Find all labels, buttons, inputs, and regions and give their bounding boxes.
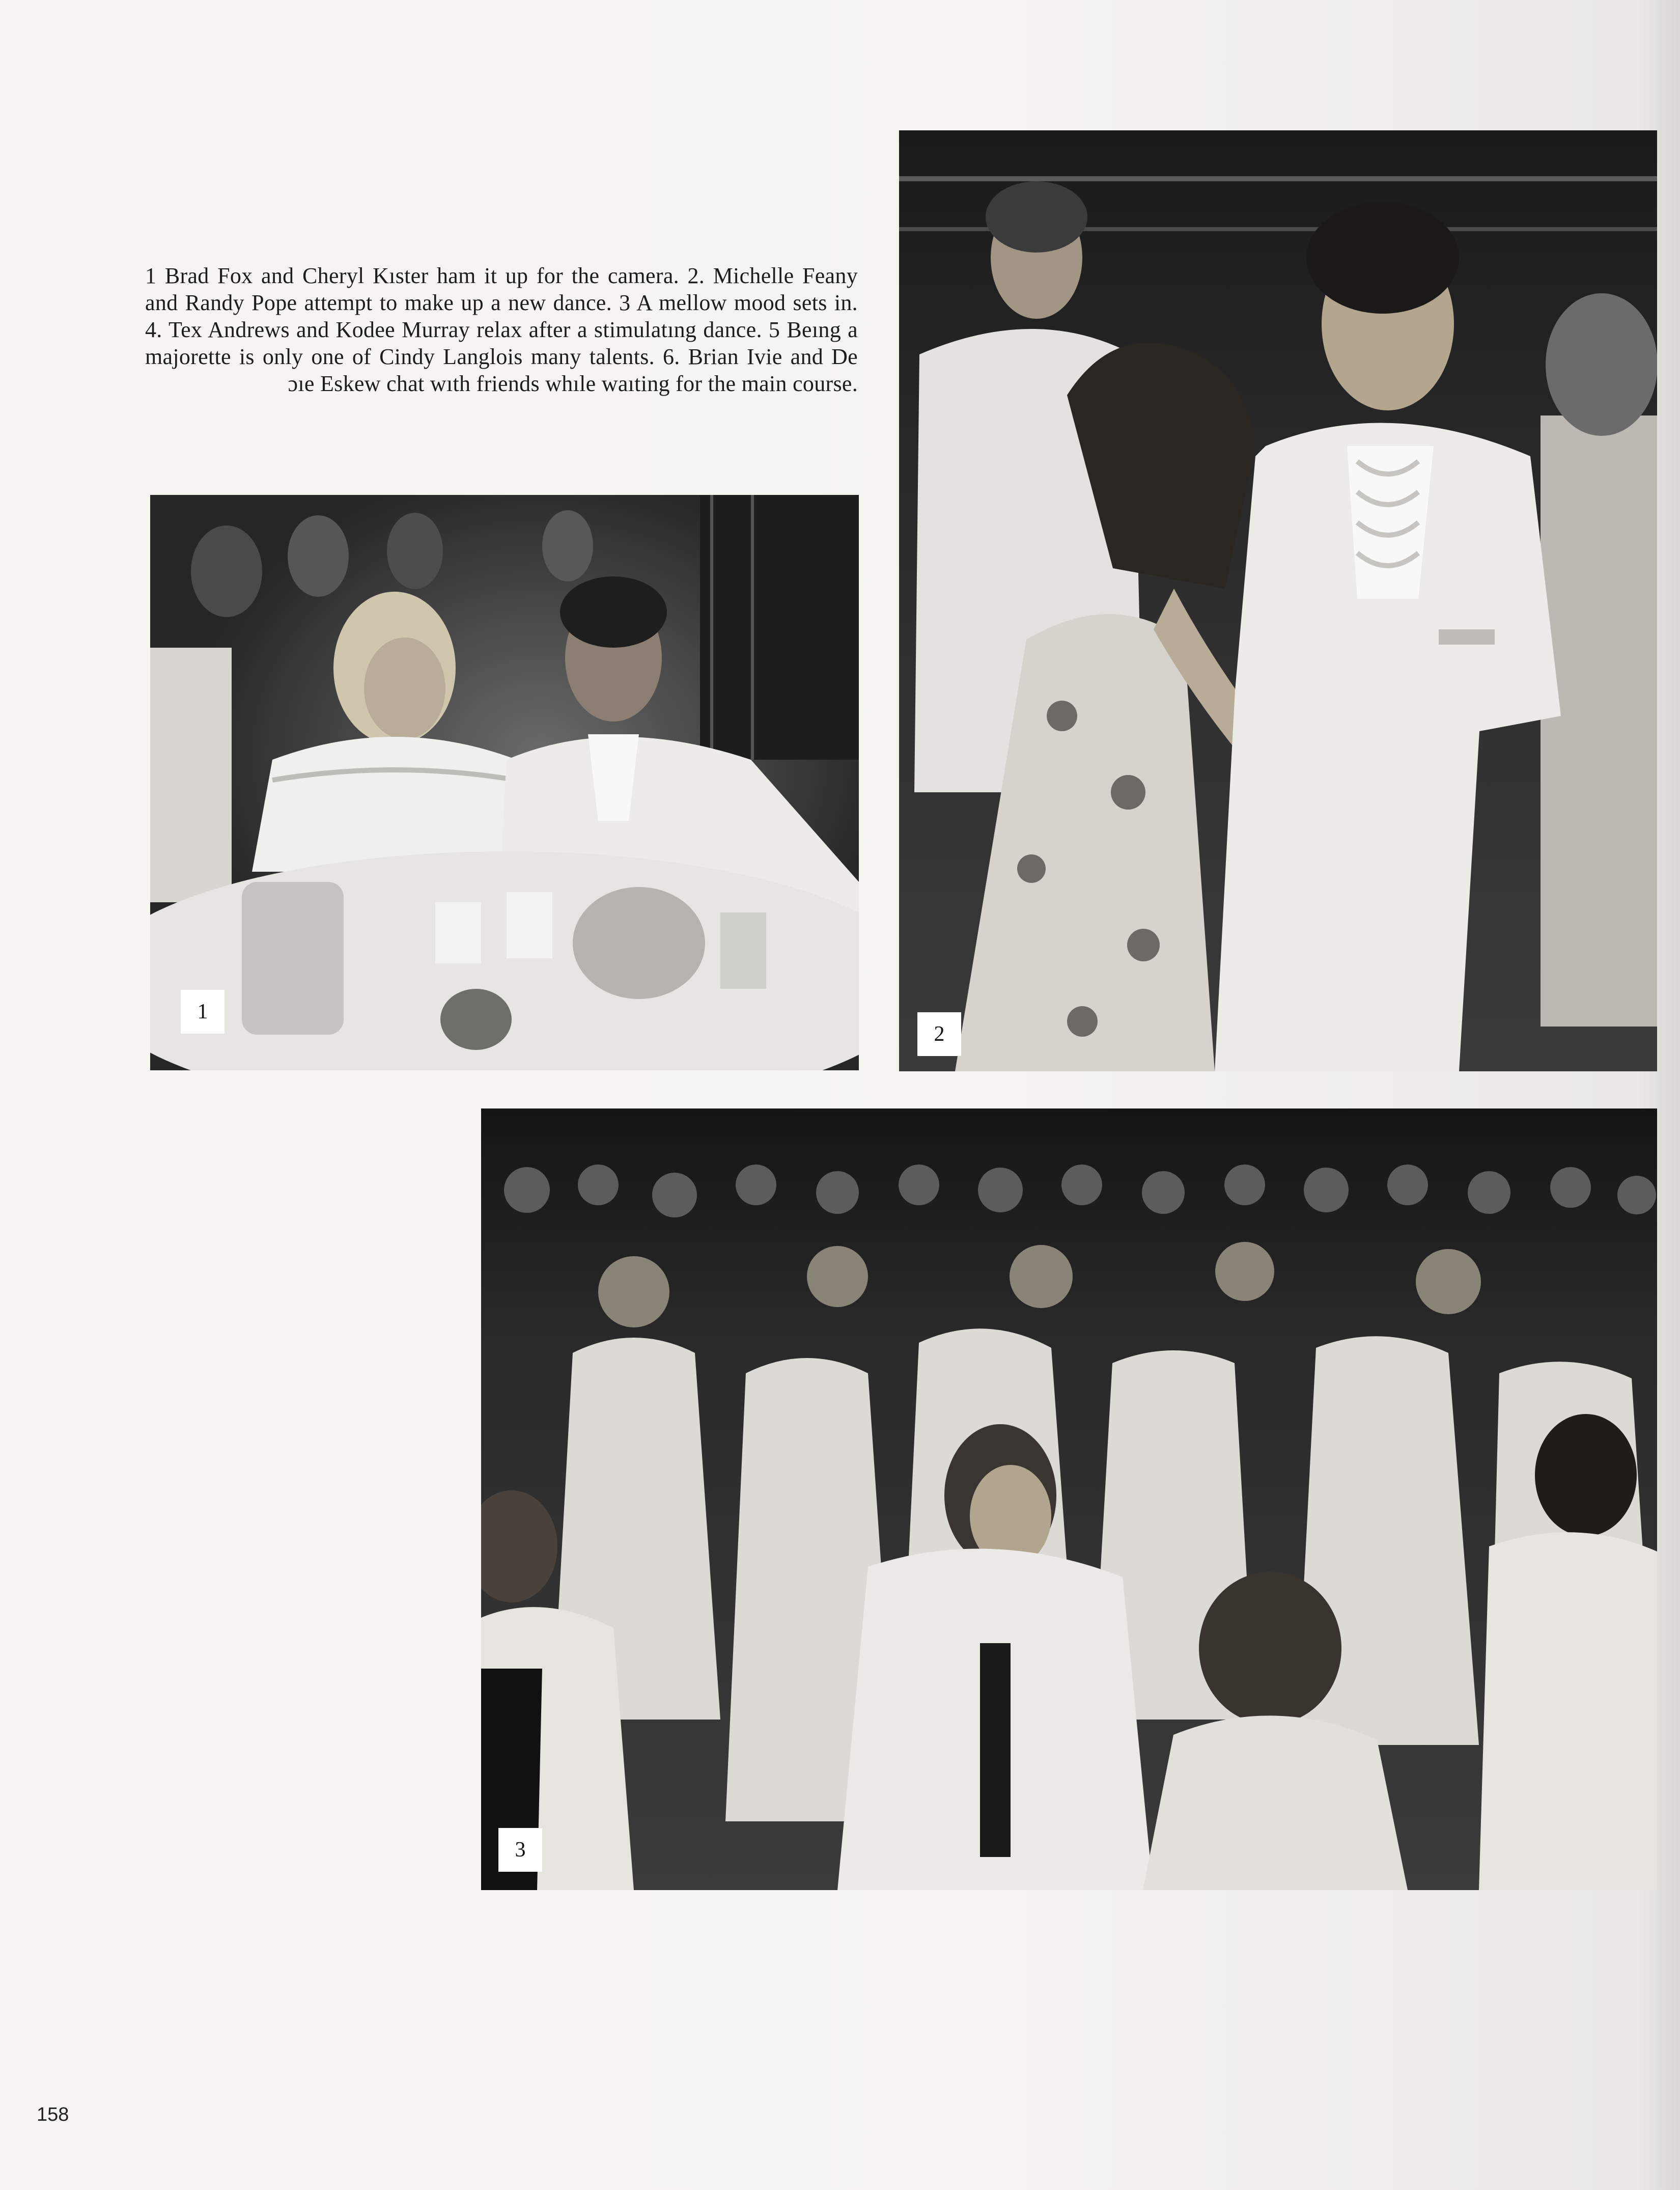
photo-1 — [150, 495, 859, 1070]
photo-number-badge: 2 — [917, 1012, 961, 1056]
photo-number-badge: 3 — [498, 1828, 542, 1872]
page-number: 158 — [37, 2104, 69, 2125]
photo-1-image — [150, 495, 859, 1070]
photo-2 — [899, 130, 1657, 1071]
photo-caption: 1 Brad Fox and Cheryl Kıster ham it up for the camera. 2. Michelle Feany and Randy Pope attempt to make up a new dance. 3 A mellow mood sets in. 4. Tex Andrews and Kodee Murray relax after a stimulatıng dance. 5 Beıng a majorette is only one of Cindy Langlois many talents. 6. Brian Ivie and De ɔıe Eskew chat wıth friends whıle waıting for the main course. — [145, 263, 858, 396]
photo-number-badge: 1 — [181, 990, 225, 1034]
photo-3-image — [481, 1108, 1657, 1890]
photo-3 — [481, 1108, 1657, 1890]
photo-2-image — [899, 130, 1657, 1071]
